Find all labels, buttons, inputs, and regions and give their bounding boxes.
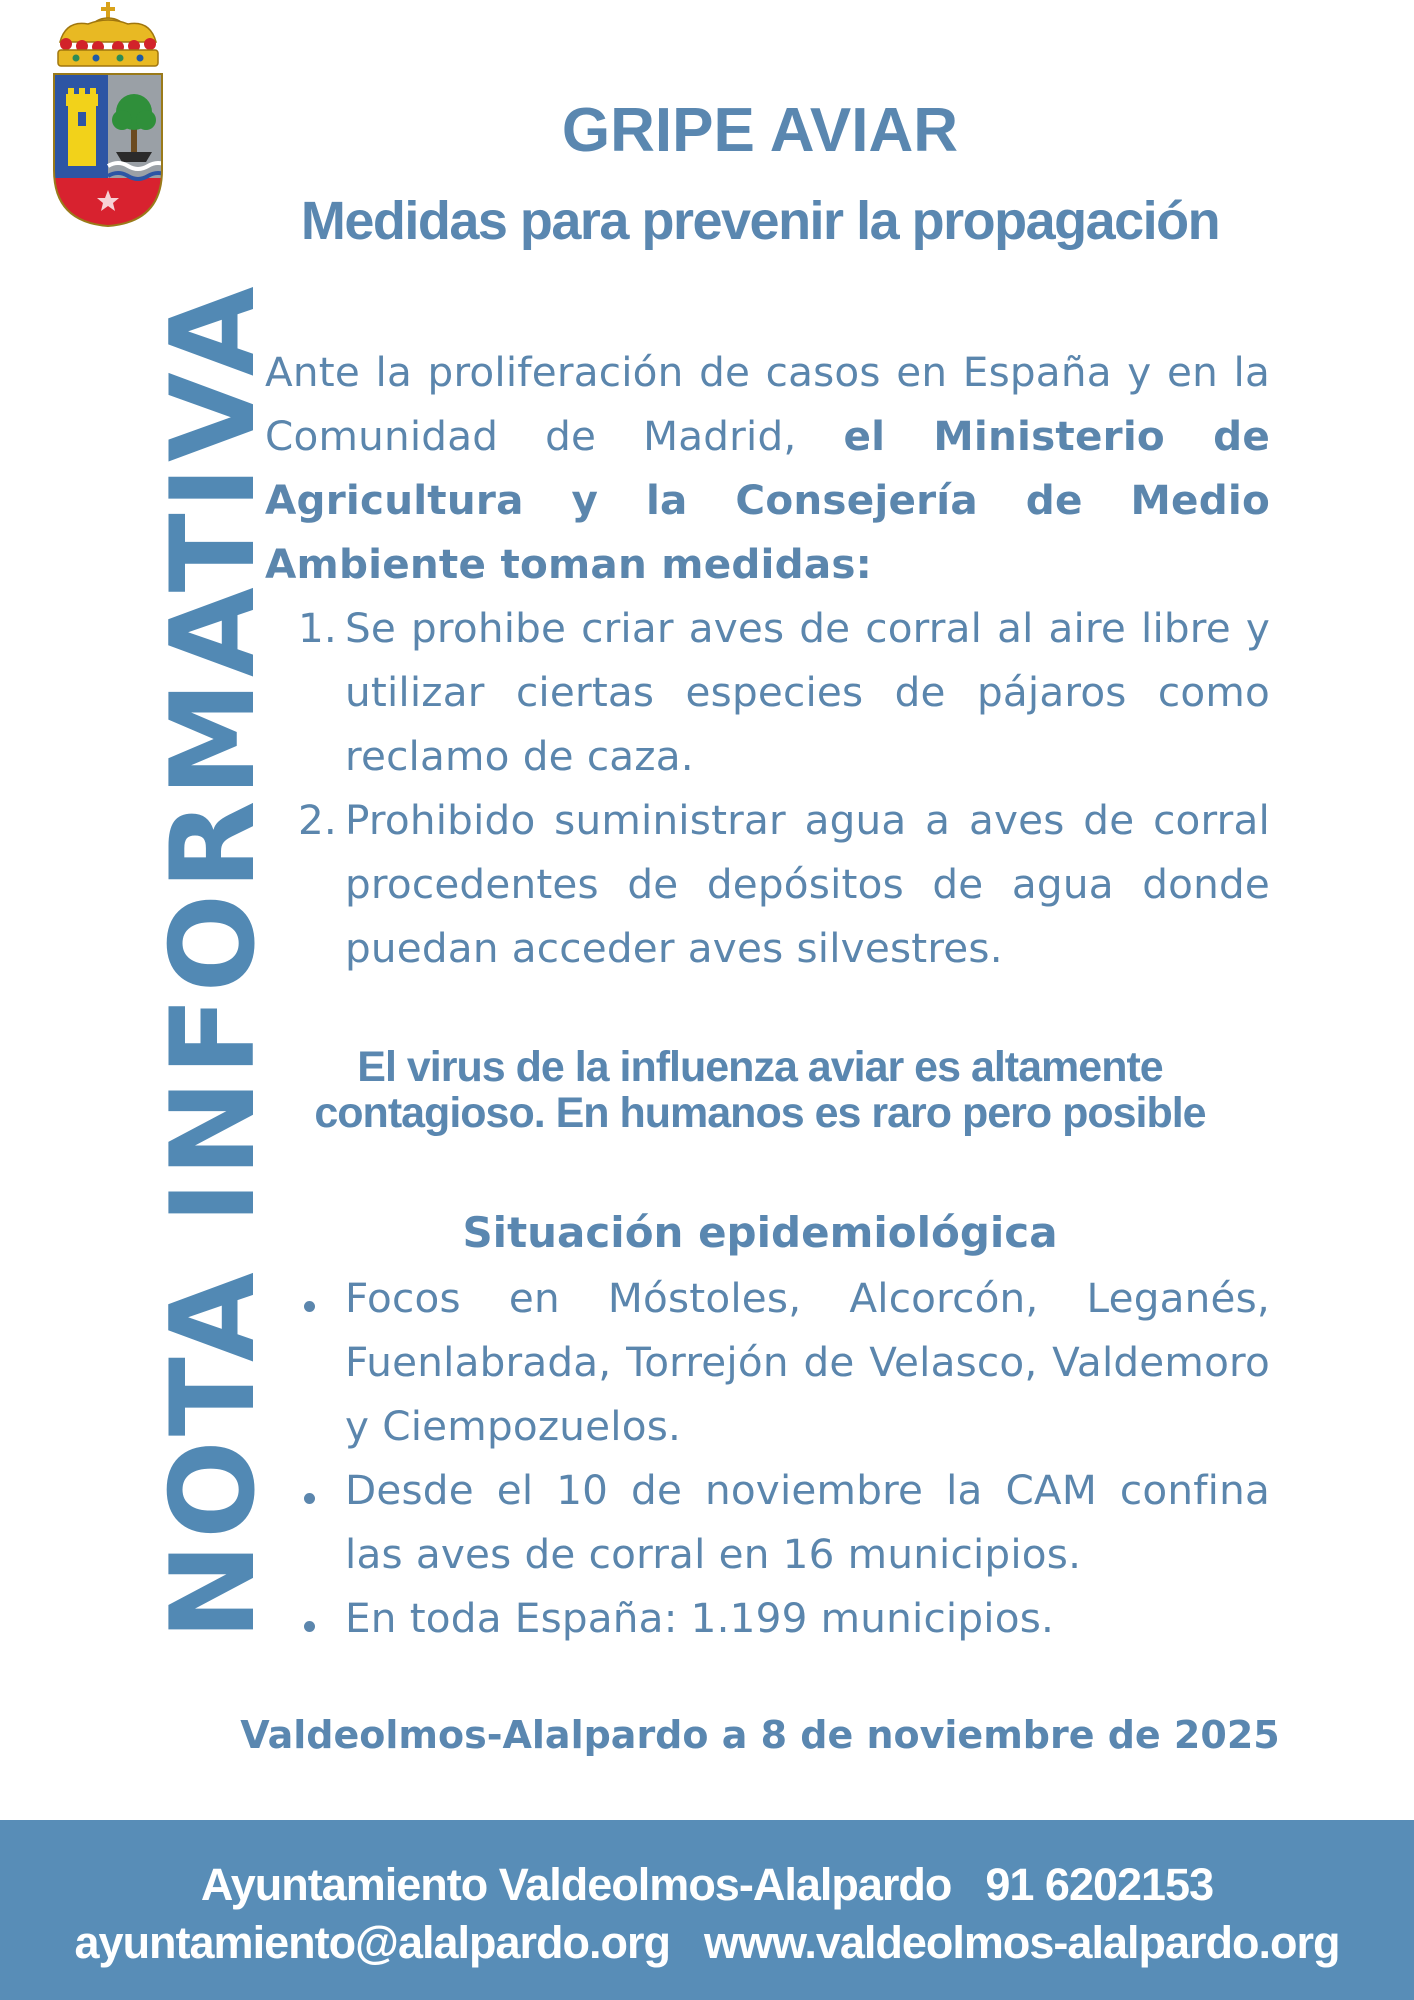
- page-title: GRIPE AVIAR: [561, 96, 959, 165]
- list-item: [265, 596, 1270, 788]
- situation-list: [265, 1266, 1270, 1650]
- footer-email-link[interactable]: ayuntamiento@alalpardo.org: [74, 1917, 670, 1968]
- bullet-icon: [304, 1301, 315, 1312]
- date-line: Valdeolmos-Alalpardo a 8 de noviembre de 2025: [240, 1713, 1280, 1757]
- bullet-icon: [304, 1621, 315, 1632]
- section-title-situacion: Situación epidemiológica: [462, 1208, 1058, 1257]
- situation-text: Focos en Móstoles, Alcorcón, Leganés, Fuenlabrada, Torrejón de Velasco, Valdemoro y Ciempozuelos.: [345, 1274, 1270, 1450]
- list-item: [265, 1586, 1270, 1650]
- list-number: 1.: [297, 604, 337, 652]
- measure-text: Prohibido suministrar agua a aves de corral procedentes de depósitos de agua donde puedan acceder aves silvestres.: [345, 796, 1270, 972]
- situation-text: Desde el 10 de noviembre la CAM confina las aves de corral en 16 municipios.: [345, 1466, 1270, 1578]
- footer-organization: Ayuntamiento Valdeolmos-Alalpardo: [200, 1859, 952, 1910]
- coat-of-arms-icon: [46, 0, 170, 230]
- highlight-line: contagioso. En humanos es raro pero posible: [314, 1089, 1206, 1137]
- side-title-nota-informativa: NOTA INFORMATIVA: [146, 282, 281, 1640]
- intro-text: Ante la proliferación de casos en España y en la Comunidad de Madrid,: [265, 348, 1270, 460]
- situation-text: En toda España: 1.199 municipios.: [345, 1594, 1055, 1642]
- footer-contact-line: [0, 1859, 1414, 1910]
- intro-section: [265, 340, 1270, 980]
- bullet-icon: [304, 1493, 315, 1504]
- list-item: [265, 1458, 1270, 1586]
- footer-links-line: [0, 1917, 1414, 1968]
- measure-text: Se prohibe criar aves de corral al aire libre y utilizar ciertas especies de pájaros como reclamo de caza.: [345, 604, 1270, 780]
- highlight-line: El virus de la influenza aviar es altamente: [357, 1043, 1163, 1091]
- bullet-marker: [265, 1586, 345, 1650]
- list-item: [265, 1266, 1270, 1458]
- footer-phone[interactable]: 91 6202153: [985, 1859, 1214, 1910]
- list-item: [265, 788, 1270, 980]
- page-subtitle: Medidas para prevenir la propagación: [300, 191, 1220, 251]
- bullet-marker: [265, 1458, 345, 1522]
- intro-bold-text: el Ministerio de Agricultura y la Consejería de Medio Ambiente toman medidas:: [265, 412, 1270, 588]
- intro-paragraph: [265, 340, 1270, 596]
- footer-website-link[interactable]: www.valdeolmos-alalpardo.org: [704, 1917, 1340, 1968]
- bullet-marker: [265, 1266, 345, 1330]
- warning-highlight: [240, 1044, 1280, 1136]
- footer: [0, 1820, 1414, 2000]
- list-number: 2.: [297, 796, 337, 844]
